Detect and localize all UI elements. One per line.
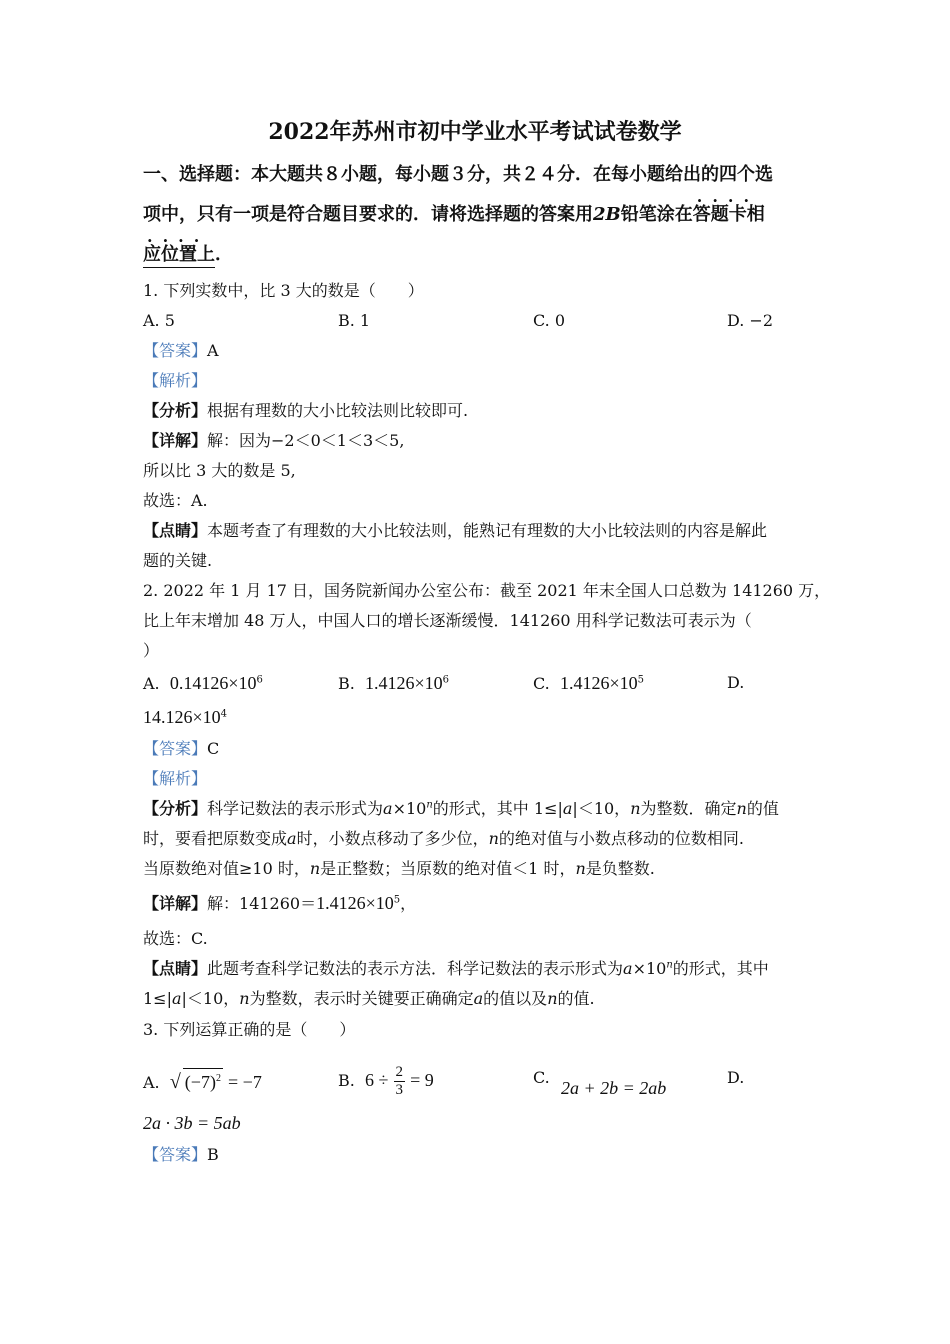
q1-xiangjie — [143, 431, 404, 451]
q3-option-b — [338, 1060, 434, 1101]
q2-option-c — [533, 673, 644, 694]
text: 的值 — [746, 799, 779, 818]
section-header-line2 — [143, 203, 765, 227]
text: 科学记数法的表示形式为 — [207, 799, 384, 818]
option-exponent: 4 — [220, 708, 228, 720]
text: 为整数，表示时关键要正确确定 — [249, 989, 474, 1008]
text: 的形式，其中 1≤| — [432, 799, 563, 818]
q1-stem: 1. 下列实数中，比 3 大的数是（ ） — [143, 281, 424, 300]
var-n: n — [488, 829, 499, 848]
text: |＜10， — [572, 799, 631, 818]
answer-tag: 【答案】 — [143, 341, 208, 360]
exponent: 5 — [393, 894, 401, 906]
option-label: A. — [143, 1073, 160, 1092]
emphasis-answer-card: ···· 答题卡相 — [693, 203, 765, 227]
math-expr: 1.4126×10 — [316, 893, 394, 913]
var-a: a — [287, 829, 297, 848]
text: 的值. — [557, 989, 595, 1008]
q1-answer — [143, 341, 219, 361]
var-n: n — [309, 859, 321, 878]
text: ×10 — [632, 959, 667, 978]
pencil-grade: 2B — [593, 204, 621, 225]
q1-option-d: D. −2 — [727, 311, 774, 330]
emphasis-position: ···· 应位置上 — [143, 243, 215, 268]
text: 是负整数. — [585, 859, 655, 878]
q2-option-a — [143, 673, 263, 694]
page-title: 2022年苏州市初中学业水平考试试卷数学 — [268, 119, 682, 145]
var-n: n — [547, 989, 558, 1008]
q2-option-d — [143, 707, 227, 728]
option-label: B. — [338, 1071, 355, 1090]
answer-tag: 【答案】 — [143, 1145, 208, 1164]
fenxi-tag: 【分析】 — [143, 799, 208, 818]
q2-answer — [143, 739, 219, 759]
var-n: n — [575, 859, 586, 878]
q2-fenxi-line1 — [143, 799, 779, 819]
section-text: 项中，只有一项是符合题目要求的．请将选择题的答案用 — [143, 204, 593, 225]
q2-fenxi-line2 — [143, 829, 744, 849]
answer-tag: 【答案】 — [143, 739, 208, 758]
var-a: a — [473, 989, 484, 1008]
q1-option-c: C. 0 — [533, 311, 566, 330]
text: |＜10， — [181, 989, 240, 1008]
rhs: = 9 — [410, 1070, 434, 1090]
q3-option-d-label: D. — [727, 1068, 745, 1087]
q2-analysis-tag: 【解析】 — [143, 769, 208, 788]
section-text: 铅笔涂在 — [620, 204, 693, 225]
option-label: A. — [143, 674, 160, 693]
answer-value: A — [207, 341, 219, 360]
fraction — [394, 1064, 406, 1099]
text: 解：141260＝ — [207, 894, 317, 913]
q1-dianjing — [143, 521, 767, 541]
q2-dianjing-line2 — [143, 989, 595, 1009]
q2-xiangjie — [143, 893, 416, 914]
dianjing-text: 本题考查了有理数的大小比较法则，能熟记有理数的大小比较法则的内容是解此 — [207, 521, 768, 540]
option-exponent: 6 — [256, 674, 263, 686]
radicand: (−7) — [184, 1072, 216, 1092]
option-mantissa: 14.126×10 — [143, 707, 221, 727]
answer-value: B — [207, 1145, 219, 1164]
q3-option-c: 2a + 2b = 2ab — [561, 1078, 667, 1098]
text: ， — [400, 894, 417, 913]
text: 时，要看把原数变成 — [143, 829, 288, 848]
option-label: B. — [338, 674, 355, 693]
dianjing-tag: 【点睛】 — [143, 959, 208, 978]
q2-stem-line3: ） — [143, 641, 160, 660]
answer-value: C — [207, 739, 220, 758]
q3-option-c-label: C. — [533, 1068, 550, 1087]
fenxi-tag: 【分析】 — [143, 401, 208, 420]
text: 为整数．确定 — [640, 799, 737, 818]
rhs: = −7 — [228, 1072, 262, 1092]
var-a: a — [623, 959, 633, 978]
sqrt-radicand — [183, 1068, 223, 1095]
text: ×10 — [392, 799, 427, 818]
sqrt-sign: √ — [169, 1071, 181, 1093]
option-mantissa: 0.14126×10 — [169, 673, 257, 693]
q2-option-d-label: D. — [727, 673, 745, 692]
fenxi-text: 根据有理数的大小比较法则比较即可. — [207, 401, 469, 420]
q2-fenxi-line3 — [143, 859, 655, 879]
xiangjie-text: 解：因为−2＜0＜1＜3＜5, — [207, 431, 405, 450]
q2-choose: 故选：C. — [143, 929, 208, 948]
xiangjie-tag: 【详解】 — [143, 894, 208, 913]
var-n: n — [426, 799, 433, 811]
text: 的值以及 — [483, 989, 548, 1008]
text: 时，小数点移动了多少位， — [296, 829, 489, 848]
var-n: n — [736, 799, 747, 818]
numerator: 2 — [395, 1064, 403, 1080]
option-mantissa: 1.4126×10 — [365, 673, 443, 693]
denominator: 3 — [395, 1082, 403, 1098]
q3-option-a — [143, 1068, 262, 1096]
q1-fenxi — [143, 401, 468, 421]
var-a: a — [383, 799, 393, 818]
text: 的形式，其中 — [672, 959, 769, 978]
q2-dianjing-line1 — [143, 959, 769, 979]
q1-dianjing-cont: 题的关键. — [143, 551, 213, 570]
text: 1≤| — [143, 989, 172, 1008]
q2-stem-line2: 比上年末增加 48 万人，中国人口的增长逐渐缓慢．141260 用科学记数法可表示为（ — [143, 611, 752, 630]
option-exponent: 5 — [637, 674, 644, 686]
section-header-line3 — [143, 243, 233, 268]
option-exponent: 6 — [442, 674, 450, 686]
option-mantissa: 1.4126×10 — [559, 673, 638, 693]
q1-option-b: B. 1 — [338, 311, 371, 330]
q3-answer — [143, 1145, 219, 1165]
dianjing-tag: 【点睛】 — [143, 521, 208, 540]
text: 当原数绝对值≥10 时， — [143, 859, 310, 878]
var-n: n — [239, 989, 250, 1008]
text: 的绝对值与小数点移动的位数相同. — [498, 829, 744, 848]
text: 是正整数；当原数的绝对值＜1 时， — [320, 859, 576, 878]
q3-stem: 3. 下列运算正确的是（ ） — [143, 1020, 356, 1039]
q3-option-d: 2a · 3b = 5ab — [143, 1113, 241, 1133]
q2-stem-line1: 2. 2022 年 1 月 17 日，国务院新闻办公室公布：截至 2021 年末全国人口总数为 141260 万， — [143, 581, 831, 600]
var-a: a — [171, 989, 182, 1008]
q1-analysis-tag: 【解析】 — [143, 371, 208, 390]
q1-option-a: A. 5 — [143, 311, 175, 330]
lhs: 6 ÷ — [365, 1070, 389, 1090]
var-a: a — [562, 799, 573, 818]
section-text: ． — [215, 244, 233, 265]
exponent: 2 — [215, 1073, 221, 1084]
var-n: n — [666, 959, 673, 971]
q2-option-b — [338, 673, 449, 694]
section-header-line1: 一、选择题：本大题共８小题，每小题３分，共２４分．在每小题给出的四个选 — [143, 164, 773, 185]
text: 此题考查科学记数法的表示方法．科学记数法的表示形式为 — [207, 959, 624, 978]
option-label: C. — [533, 674, 550, 693]
q1-line2: 所以比 3 大的数是 5, — [143, 461, 296, 480]
q1-choose: 故选：A. — [143, 491, 208, 510]
xiangjie-tag: 【详解】 — [143, 431, 208, 450]
var-n: n — [630, 799, 641, 818]
